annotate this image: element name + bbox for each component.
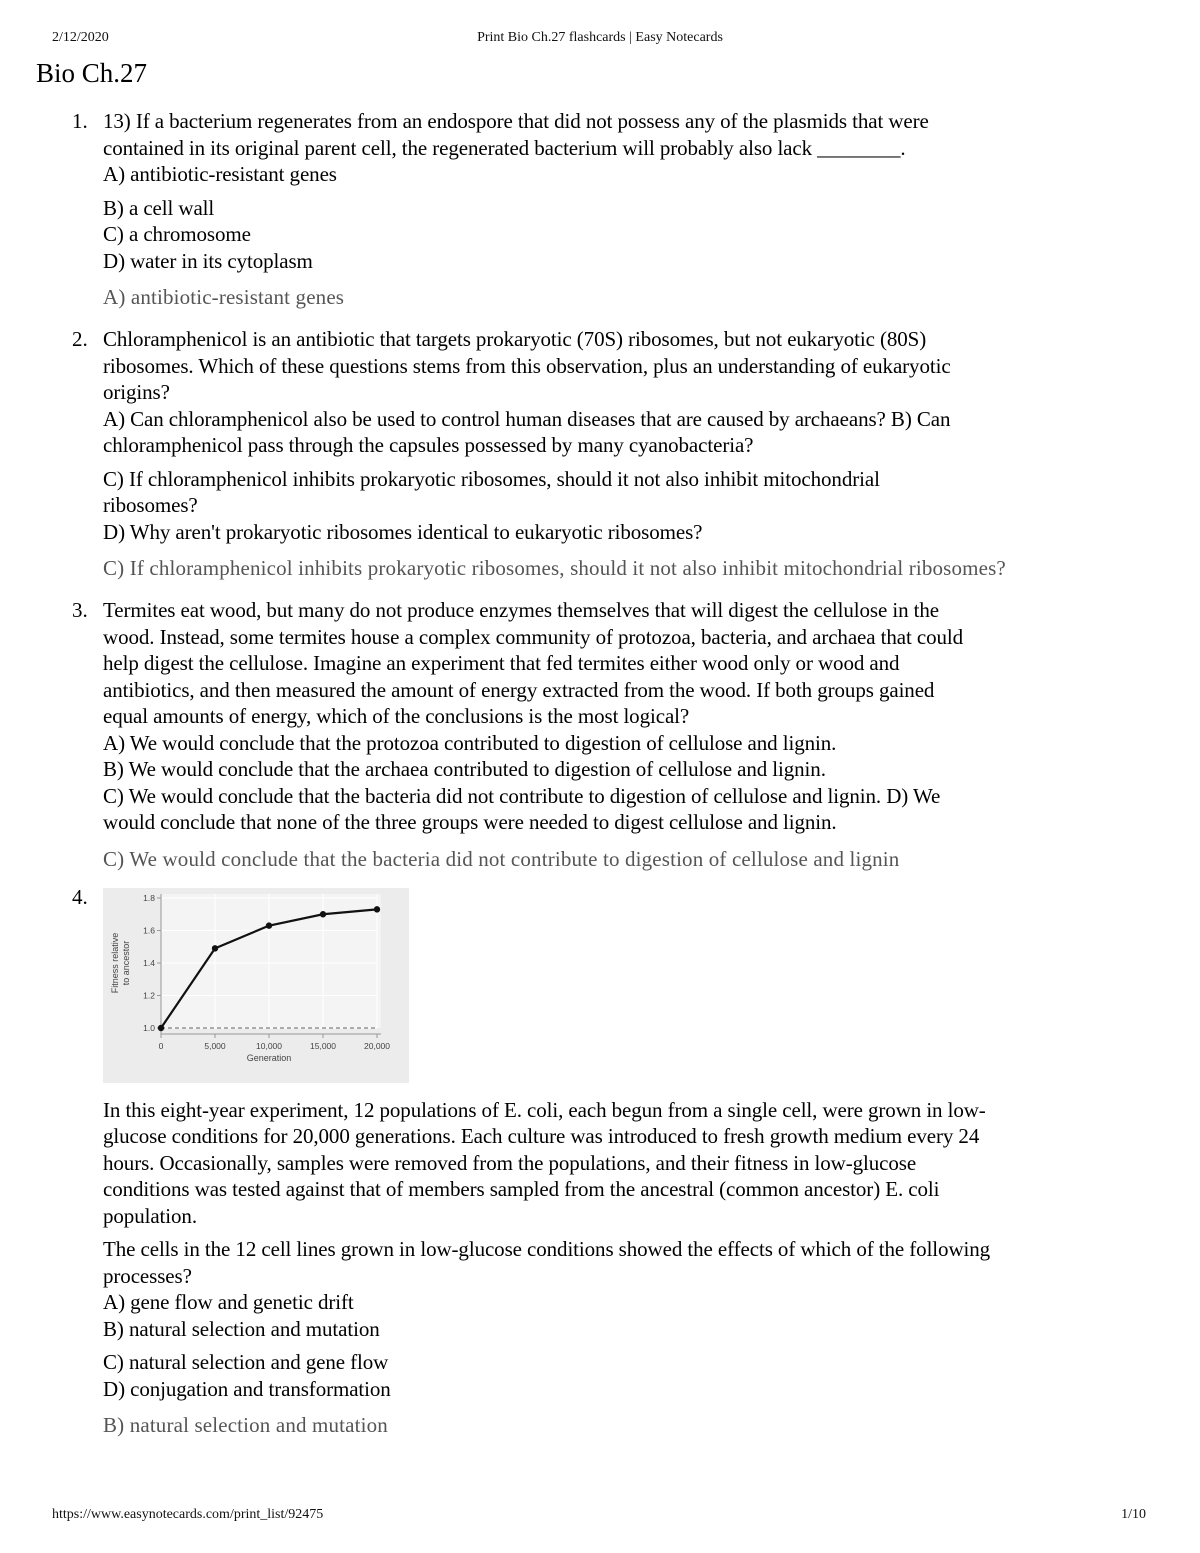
question-text xyxy=(103,1097,1160,1403)
question-line: origins? xyxy=(103,380,170,404)
question-line: In this eight-year experiment, 12 populations of E. coli, each begun from a single cell, were grown in low- xyxy=(103,1097,986,1122)
footer-page-number: 1/10 xyxy=(1121,1507,1146,1522)
x-tick-label: 5,000 xyxy=(204,1040,226,1051)
question-option: chloramphenicol pass through the capsules possessed by many cyanobacteria? xyxy=(103,433,754,457)
question-line: ribosomes. Which of these questions stems from this observation, plus an understanding of eukaryotic xyxy=(103,353,951,378)
question-option: D) conjugation and transformation xyxy=(103,1376,391,1401)
question-text xyxy=(103,108,1160,274)
question-option: ribosomes? xyxy=(103,493,198,517)
question-option: A) antibiotic-resistant genes xyxy=(103,162,337,186)
data-point xyxy=(320,911,326,917)
print-date: 2/12/2020 xyxy=(52,30,109,45)
question-line: population. xyxy=(103,1203,197,1228)
data-point xyxy=(212,945,218,951)
y-axis-label: to ancestor xyxy=(121,940,131,985)
question-line: conditions was tested against that of members sampled from the ancestral (common ancestor) E. coli xyxy=(103,1177,940,1201)
flashcard-2 xyxy=(0,326,1200,581)
fitness-chart-svg xyxy=(103,888,409,1083)
y-tick-label: 1.0 xyxy=(143,1022,155,1033)
question-option: D) water in its cytoplasm xyxy=(103,248,313,273)
y-tick-label: 1.2 xyxy=(143,990,155,1000)
question-line: processes? xyxy=(103,1263,192,1288)
answer-text: C) If chloramphenicol inhibits prokaryotic ribosomes, should it not also inhibit mitochondrial ribosomes? xyxy=(103,556,1006,580)
flashcard-4 xyxy=(0,884,1200,1439)
question-line: 13) If a bacterium regenerates from an endospore that did not possess any of the plasmids that were xyxy=(103,109,929,133)
question-option: C) We would conclude that the bacteria did not contribute to digestion of cellulose and lignin. D) We xyxy=(103,783,941,808)
card-number: 1. xyxy=(72,109,88,133)
x-tick-label: 20,000 xyxy=(364,1040,390,1051)
question-option: C) If chloramphenicol inhibits prokaryotic ribosomes, should it not also inhibit mitochondrial xyxy=(103,466,880,491)
fitness-chart xyxy=(103,888,409,1083)
y-tick-label: 1.6 xyxy=(143,925,155,935)
question-option: C) a chromosome xyxy=(103,222,251,246)
question-line: Termites eat wood, but many do not produce enzymes themselves that will digest the cellulose in the xyxy=(103,598,940,622)
plot-area xyxy=(161,894,381,1028)
answer-text: C) We would conclude that the bacteria did not contribute to digestion of cellulose and lignin xyxy=(103,846,900,871)
question-option: A) Can chloramphenicol also be used to control human diseases that are caused by archaeans? B) Can xyxy=(103,406,951,431)
card-number: 2. xyxy=(72,327,88,351)
x-tick-label: 0 xyxy=(158,1040,164,1051)
card-number: 4. xyxy=(72,884,88,909)
y-tick-label: 1.8 xyxy=(143,892,155,903)
footer-url: https://www.easynotecards.com/print_list/92475 xyxy=(52,1507,324,1522)
y-tick-label: 1.4 xyxy=(143,957,155,968)
question-option: C) natural selection and gene flow xyxy=(103,1350,389,1374)
question-option: D) Why aren't prokaryotic ribosomes identical to eukaryotic ribosomes? xyxy=(103,519,703,544)
data-point xyxy=(266,922,272,928)
data-point xyxy=(374,906,380,912)
data-point xyxy=(158,1024,164,1030)
question-option: B) natural selection and mutation xyxy=(103,1316,380,1341)
x-axis-label: Generation xyxy=(246,1052,292,1063)
print-page-title: Print Bio Ch.27 flashcards | Easy Notecards xyxy=(477,30,723,45)
page-title: Bio Ch.27 xyxy=(36,58,148,88)
question-line: wood. Instead, some termites house a complex community of protozoa, bacteria, and archaea that could xyxy=(103,624,964,649)
answer-text: B) natural selection and mutation xyxy=(103,1413,388,1437)
question-line: The cells in the 12 cell lines grown in low-glucose conditions showed the effects of which of the following xyxy=(103,1237,991,1261)
question-option: B) a cell wall xyxy=(103,195,215,220)
question-text xyxy=(103,597,1160,836)
question-option: A) gene flow and genetic drift xyxy=(103,1290,354,1314)
x-tick-label: 10,000 xyxy=(256,1040,282,1051)
question-line: antibiotics, and then measured the amount of energy extracted from the wood. If both groups gained xyxy=(103,677,935,702)
x-tick-label: 15,000 xyxy=(310,1040,336,1051)
answer-text: A) antibiotic-resistant genes xyxy=(103,285,345,309)
question-line: hours. Occasionally, samples were removed from the populations, and their fitness in low-glucose xyxy=(103,1150,917,1175)
question-option: A) We would conclude that the protozoa contributed to digestion of cellulose and lignin. xyxy=(103,730,837,755)
question-option: would conclude that none of the three groups were needed to digest cellulose and lignin. xyxy=(103,810,837,834)
flashcard-1 xyxy=(0,108,1200,310)
question-line: Chloramphenicol is an antibiotic that targets prokaryotic (70S) ribosomes, but not eukaryotic (80S) xyxy=(103,327,927,351)
question-text xyxy=(103,326,1160,545)
question-line: glucose conditions for 20,000 generations. Each culture was introduced to fresh growth medium every 24 xyxy=(103,1124,980,1148)
flashcard-list xyxy=(0,108,1200,1454)
card-number: 3. xyxy=(72,598,88,622)
y-axis-label: Fitness relative xyxy=(110,932,120,993)
question-line: equal amounts of energy, which of the conclusions is the most logical? xyxy=(103,704,690,728)
flashcard-3 xyxy=(0,597,1200,872)
question-option: B) We would conclude that the archaea contributed to digestion of cellulose and lignin. xyxy=(103,757,826,781)
question-line: contained in its original parent cell, the regenerated bacterium will probably also lack ________. xyxy=(103,135,906,160)
question-line: help digest the cellulose. Imagine an experiment that fed termites either wood only or wood and xyxy=(103,651,900,675)
